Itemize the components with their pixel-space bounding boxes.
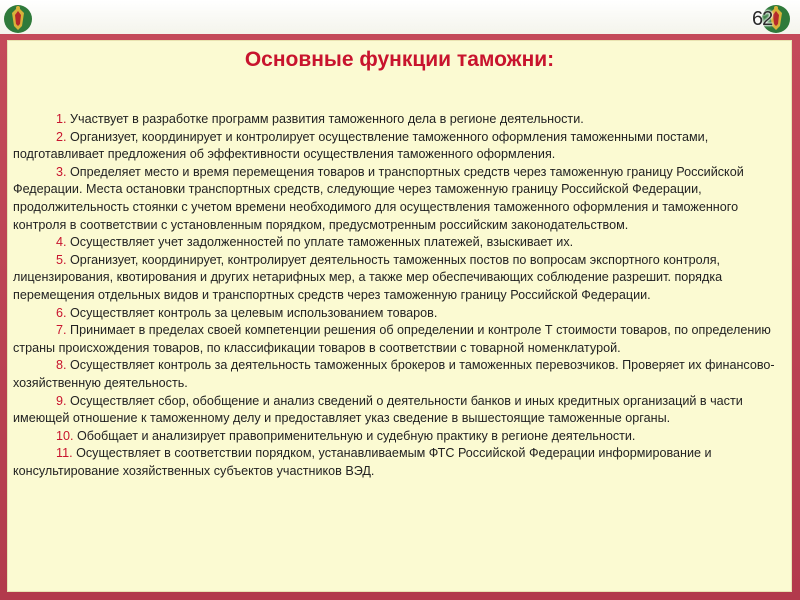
item-text: Организует, координирует и контролирует осуществление таможенного оформления таможенными постами, подготавливает предложения об эффективности осуществления таможенного оформления. <box>13 129 709 162</box>
list-item <box>13 111 786 129</box>
item-text: Определяет место и время перемещения товаров и транспортных средств через таможенную границу Российской Федерации. Места остановки транспортных средств, следующие через таможенную границу Российской Федерации, продолжительность стоянки с учетом времени необходимого для осуществления таможенного оформления и таможенного контроля в соответствии с установленным порядком, предусмотренным российским законодательством. <box>13 164 744 232</box>
item-number: 5. <box>56 252 67 267</box>
list-item <box>13 445 786 480</box>
list-item <box>13 393 786 428</box>
list-item <box>13 357 786 392</box>
top-stripe <box>0 0 800 34</box>
list-item <box>13 164 786 234</box>
list-item <box>13 252 786 305</box>
item-number: 9. <box>56 393 67 408</box>
item-number: 8. <box>56 358 67 373</box>
item-text: Обобщает и анализирует правоприменительную и судебную практику в регионе деятельности. <box>77 428 636 443</box>
functions-list <box>13 111 786 480</box>
item-text: Принимает в пределах своей компетенции решения об определении и контроле Т стоимости товаров, по определению страны происхождения товаров, по классификации товаров в соответствии с товарной номенклатурой. <box>13 323 771 355</box>
item-text: Осуществляет контроль за целевым использованием товаров. <box>70 305 438 320</box>
list-item <box>13 129 786 164</box>
item-number: 3. <box>56 164 67 179</box>
slide-number: 62 <box>752 8 773 30</box>
list-item <box>13 305 786 323</box>
slide-title: Основные функции таможни: <box>244 48 555 71</box>
item-number: 11. <box>56 446 73 461</box>
list-item <box>13 428 786 446</box>
item-text: Участвует в разработке программ развития таможенного дела в регионе деятельности. <box>70 112 584 126</box>
item-number: 1. <box>56 112 67 126</box>
item-number: 6. <box>56 305 67 320</box>
item-number: 4. <box>56 235 67 250</box>
customs-emblem-icon <box>2 2 34 34</box>
list-item <box>13 234 786 252</box>
item-text: Осуществляет сбор, обобщение и анализ сведений о деятельности банков и иных кредитных организаций в части имеющей отношение к таможенному делу и предоставляет указ сведение в вышестоящие таможенные органы. <box>13 393 743 426</box>
item-text: Осуществляет в соответствии порядком, устанавливаемым ФТС Российской Федерации информирование и консультирование хозяйственных субъектов участников ВЭД. <box>13 446 712 478</box>
item-text: Организует, координирует, контролирует деятельность таможенных постов по вопросам экспортного контроля, лицензирования, квотирования и других нетарифных мер, а также мер обеспечивающих соблюдение разрешит. порядка перемещения отдельных видов и транспортных средств через таможенную границу Российской Федерации. <box>13 252 723 302</box>
item-number: 10. <box>56 428 74 443</box>
list-item <box>13 322 786 357</box>
item-number: 7. <box>56 323 67 338</box>
item-text: Осуществляет контроль за деятельность таможенных брокеров и таможенных перевозчиков. Проверяет их финансово-хозяйственную деятельность. <box>13 358 775 390</box>
item-number: 2. <box>56 129 67 144</box>
item-text: Осуществляет учет задолженностей по уплате таможенных платежей, взыскивает их. <box>70 235 574 250</box>
